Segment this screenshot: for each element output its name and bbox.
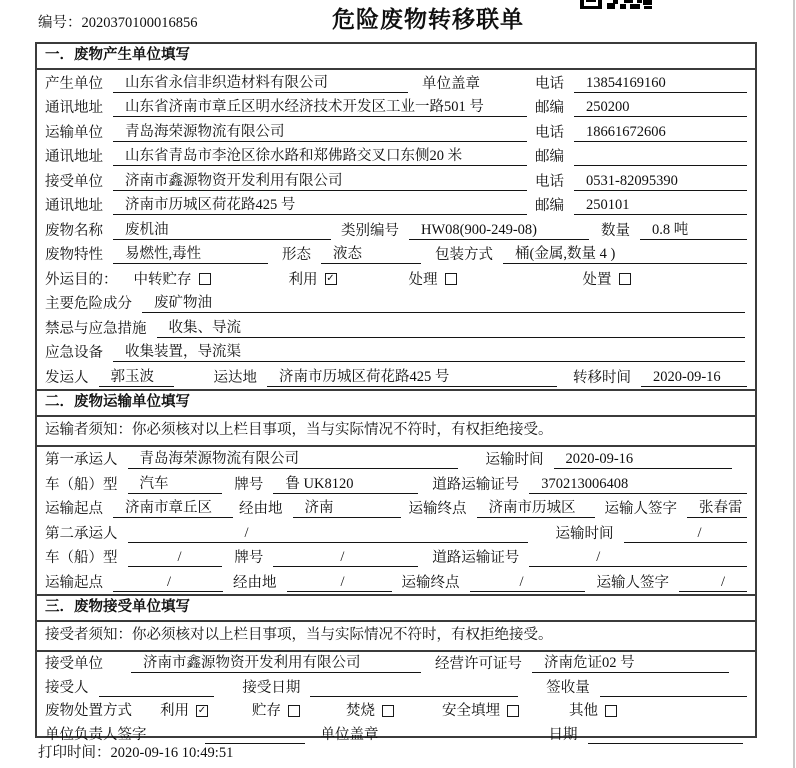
consignor-label: 发运人 xyxy=(45,369,89,386)
accept-date-value xyxy=(310,680,518,697)
section1-title: 一．废物产生单位填写 xyxy=(37,44,755,70)
receiver-zip-value: 250101 xyxy=(574,197,747,215)
category-label: 类别编号 xyxy=(341,222,399,239)
second-plate-value: / xyxy=(273,549,418,567)
print-time xyxy=(38,741,233,762)
road-license-label: 道路运输证号 xyxy=(432,476,520,493)
second-vehicle-value: / xyxy=(128,549,223,567)
print-time-value: 2020-09-16 10:49:51 xyxy=(110,745,234,761)
receiver-unit-label: 接受单位 xyxy=(45,173,103,190)
via-label: 经由地 xyxy=(239,501,283,517)
emergency-equipment-value: 收集装置，导流渠 xyxy=(113,344,745,362)
zip-label: 邮编 xyxy=(535,100,564,116)
second-end-value: / xyxy=(470,574,585,592)
row-transfer-purpose xyxy=(37,266,755,291)
checkbox-box xyxy=(382,705,394,717)
row-waste-character xyxy=(37,242,755,267)
row-recipient xyxy=(37,675,755,699)
waste-name-label: 废物名称 xyxy=(45,222,103,239)
row-second-vehicle xyxy=(37,545,755,570)
checkbox-label: 安全填埋 xyxy=(442,703,500,719)
checkbox-utilize xyxy=(289,272,337,289)
checkbox-box xyxy=(325,273,337,285)
receiver-zip-group xyxy=(535,197,747,215)
accepting-unit-label: 接受单位 xyxy=(45,656,103,672)
first-carrier-time-value: 2020-09-16 xyxy=(554,451,732,469)
checkbox-box xyxy=(196,705,208,717)
first-origin-value: 济南市章丘区 xyxy=(113,500,233,518)
signed-quantity-value xyxy=(600,680,747,697)
recipient-label: 接受人 xyxy=(45,679,89,696)
origin-label: 运输起点 xyxy=(45,501,103,517)
origin-label: 运输起点 xyxy=(45,574,103,591)
row-second-carrier xyxy=(37,520,755,545)
permit-label: 经营许可证号 xyxy=(435,656,522,672)
transporter-phone-value: 18661672606 xyxy=(574,124,747,142)
hazard-component-label: 主要危险成分 xyxy=(45,296,132,312)
check-mark: ✓ xyxy=(197,704,207,716)
checkbox-box xyxy=(288,705,300,717)
packing-label: 包装方式 xyxy=(435,247,493,263)
checkbox-landfill xyxy=(442,703,519,720)
checkbox-box xyxy=(199,273,211,285)
end-label: 运输终点 xyxy=(401,574,460,591)
zip-label: 邮编 xyxy=(535,198,564,214)
doc-number-label: 编号： xyxy=(38,15,82,31)
first-via-value: 济南 xyxy=(293,500,401,518)
destination-value: 济南市历城区荷花路425 号 xyxy=(267,369,557,387)
address-label: 通讯地址 xyxy=(45,198,103,214)
address-label: 通讯地址 xyxy=(45,149,103,165)
row-first-route xyxy=(37,496,755,521)
checkbox-label: 焚烧 xyxy=(346,703,375,719)
section-producer xyxy=(37,44,755,389)
packing-value: 桶(金属,数量 4 ) xyxy=(503,246,747,264)
producer-zip-value: 250200 xyxy=(574,99,747,117)
checkbox-label: 贮存 xyxy=(252,703,281,719)
section-transporter xyxy=(37,389,755,594)
taboo-measures-value: 收集、导流 xyxy=(157,320,746,338)
section3-title: 三．废物接受单位填写 xyxy=(37,596,755,622)
checkbox-utilize xyxy=(160,703,208,720)
plate-label: 牌号 xyxy=(234,550,264,566)
checkbox-label: 处置 xyxy=(582,271,612,288)
date-value xyxy=(588,727,744,744)
first-end-value: 济南市历城区 xyxy=(477,500,595,518)
second-via-value: / xyxy=(287,574,392,592)
row-second-route xyxy=(37,569,755,594)
checkbox-transit-storage xyxy=(134,272,211,289)
emergency-equipment-label: 应急设备 xyxy=(45,345,103,361)
vehicle-type-label: 车（船）型 xyxy=(45,550,118,566)
phone-label: 电话 xyxy=(535,124,564,141)
manifest-form xyxy=(35,42,757,743)
second-carrier-time-value: / xyxy=(624,525,748,543)
transport-time-label: 运输时间 xyxy=(485,452,544,468)
receiver-notice: 接受者须知：你必须核对以上栏目事项，当与实际情况不符时，有权拒绝接受。 xyxy=(37,622,755,652)
vehicle-type-label: 车（船）型 xyxy=(45,476,118,493)
end-label: 运输终点 xyxy=(408,501,467,517)
transporter-unit-value: 青岛海荣源物流有限公司 xyxy=(113,124,527,142)
checkbox-label: 利用 xyxy=(288,271,318,288)
unit-seal-label: 单位盖章 xyxy=(320,726,379,743)
row-hazard-component xyxy=(37,291,755,316)
transporter-zip-group xyxy=(535,149,747,166)
first-vehicle-value: 汽车 xyxy=(128,476,223,494)
taboo-measures-label: 禁忌与应急措施 xyxy=(45,320,147,337)
accepting-unit-value: 济南市鑫源物资开发利用有限公司 xyxy=(131,655,421,673)
row-first-carrier xyxy=(37,447,755,472)
form-label: 形态 xyxy=(282,247,311,263)
purpose-label: 外运目的： xyxy=(45,271,118,288)
carrier-sign-label: 运输人签字 xyxy=(604,501,677,517)
receiver-address-value: 济南市历城区荷花路425 号 xyxy=(113,197,527,215)
checkbox-box xyxy=(445,273,457,285)
doc-number-value: 2020370100016856 xyxy=(81,15,198,31)
receiver-unit-value: 济南市鑫源物资开发利用有限公司 xyxy=(113,173,527,191)
quantity-value: 0.8 吨 xyxy=(640,222,747,240)
checkbox-label: 利用 xyxy=(160,703,189,719)
row-accepting-unit xyxy=(37,652,755,676)
phone-label: 电话 xyxy=(535,75,564,92)
section-receiver xyxy=(37,594,755,746)
waste-character-label: 废物特性 xyxy=(45,247,103,263)
transporter-unit-label: 运输单位 xyxy=(45,124,103,141)
producer-phone-value: 13854169160 xyxy=(574,75,747,93)
unit-seal-label: 单位盖章 xyxy=(422,75,480,92)
date-label: 日期 xyxy=(548,726,578,743)
page-title: 危险废物转移联单 xyxy=(332,7,524,32)
first-carrier-value: 青岛海荣源物流有限公司 xyxy=(128,451,458,469)
checkbox-incinerate xyxy=(346,703,394,720)
transfer-time-label: 转移时间 xyxy=(573,369,631,386)
form-value: 液态 xyxy=(321,246,421,264)
page-edge-line xyxy=(793,0,795,768)
row-producer-address xyxy=(37,95,755,120)
print-time-label: 打印时间： xyxy=(38,745,111,761)
second-sign-value: / xyxy=(679,574,747,592)
checkbox-box xyxy=(605,705,617,717)
permit-value: 济南危证02 号 xyxy=(532,655,729,673)
checkbox-label: 其他 xyxy=(569,703,598,719)
zip-label: 邮编 xyxy=(535,149,564,165)
hazard-component-value: 废矿物油 xyxy=(142,295,745,313)
consignor-value: 郭玉波 xyxy=(99,369,174,387)
receiver-phone-value: 0531-82095390 xyxy=(574,173,747,191)
waste-name-value: 废机油 xyxy=(113,222,331,240)
transporter-phone-group xyxy=(535,124,747,142)
disposal-method-label: 废物处置方式 xyxy=(45,703,132,719)
check-mark: ✓ xyxy=(326,273,335,284)
doc-number xyxy=(38,11,198,32)
receiver-phone-group xyxy=(535,173,747,191)
row-transporter-unit xyxy=(37,119,755,144)
transport-time-label: 运输时间 xyxy=(555,525,614,542)
producer-unit-value: 山东省永信非织造材料有限公司 xyxy=(113,75,408,93)
checkbox-box xyxy=(507,705,519,717)
transporter-notice: 运输者须知：你必须核对以上栏目事项，当与实际情况不符时，有权拒绝接受。 xyxy=(37,417,755,447)
checkbox-label: 中转贮存 xyxy=(133,271,192,288)
quantity-label: 数量 xyxy=(601,222,630,239)
transfer-time-value: 2020-09-16 xyxy=(641,369,747,387)
checkbox-label: 处理 xyxy=(408,271,438,288)
plate-label: 牌号 xyxy=(234,476,264,493)
row-producer-unit xyxy=(37,70,755,95)
second-origin-value: / xyxy=(113,574,223,592)
producer-address-value: 山东省济南市章丘区明水经济技术开发区工业一路501 号 xyxy=(113,99,527,117)
first-plate-value: 鲁 UK8120 xyxy=(273,476,418,494)
transporter-address-value: 山东省青岛市李沧区徐水路和郑佛路交叉口东侧20 米 xyxy=(113,148,527,166)
row-taboo-measures xyxy=(37,315,755,340)
recipient-value xyxy=(99,680,215,697)
second-carrier-value: / xyxy=(128,525,528,543)
row-disposal-method xyxy=(37,699,755,723)
signed-quantity-label: 签收量 xyxy=(546,679,590,696)
producer-phone-group xyxy=(535,75,747,93)
row-receiver-unit xyxy=(37,168,755,193)
row-transporter-address xyxy=(37,144,755,169)
row-waste-name xyxy=(37,217,755,242)
qr-code-fragment xyxy=(580,0,652,10)
via-label: 经由地 xyxy=(233,574,277,591)
row-receiver-address xyxy=(37,193,755,218)
carrier-sign-label: 运输人签字 xyxy=(596,574,669,591)
checkbox-dispose xyxy=(583,272,631,289)
accept-date-label: 接受日期 xyxy=(242,679,301,696)
waste-character-value: 易燃性,毒性 xyxy=(113,246,268,264)
checkbox-box xyxy=(619,273,631,285)
second-carrier-label: 第二承运人 xyxy=(45,525,118,542)
producer-unit-label: 产生单位 xyxy=(45,75,103,92)
row-consignor xyxy=(37,364,755,389)
section2-title: 二．废物运输单位填写 xyxy=(37,391,755,417)
producer-zip-group xyxy=(535,99,747,117)
checkbox-other xyxy=(569,703,617,720)
checkbox-treat xyxy=(409,272,457,289)
phone-label: 电话 xyxy=(535,173,564,190)
second-license-value: / xyxy=(529,549,747,567)
destination-label: 运达地 xyxy=(213,369,257,386)
first-sign-value: 张春雷 xyxy=(687,500,747,518)
first-license-value: 370213006408 xyxy=(529,476,747,494)
road-license-label: 道路运输证号 xyxy=(432,550,520,566)
checkbox-storage xyxy=(252,703,300,720)
address-label: 通讯地址 xyxy=(45,100,103,116)
transporter-zip-value xyxy=(574,149,747,166)
row-first-vehicle xyxy=(37,471,755,496)
category-value: HW08(900-249-08) xyxy=(409,222,589,240)
first-carrier-label: 第一承运人 xyxy=(45,452,118,468)
head-signature-label: 单位负责人签字 xyxy=(45,726,147,743)
row-emergency-equipment xyxy=(37,340,755,365)
